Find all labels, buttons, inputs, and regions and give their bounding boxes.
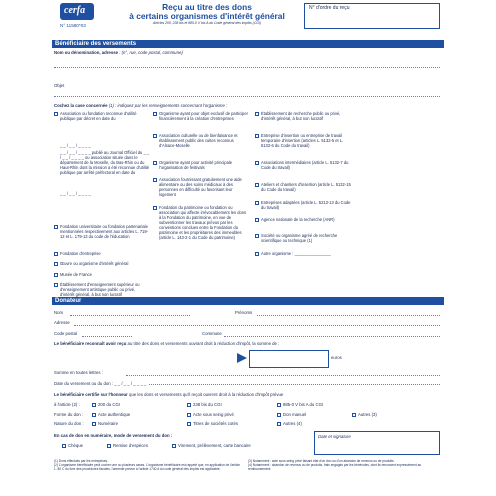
donor-name-label: Nom [54, 310, 64, 315]
amount-arrows [235, 351, 249, 365]
private-deed-label: Acte sous seing privé [193, 412, 234, 417]
col3-item-7: Société ou organisme agréé de recherche scientifique ou technique (1) [261, 233, 338, 243]
amount-in-words-line[interactable] [126, 375, 440, 376]
beneficiary-name-line[interactable] [54, 67, 440, 68]
checkbox-higher-education[interactable] [54, 283, 58, 287]
footnotes-left [54, 460, 242, 472]
checkbox-university-foundation[interactable] [54, 225, 58, 229]
checkbox-general-interest-work[interactable] [54, 262, 58, 266]
title-subline: Articles 200, 238 bis et 885-0 V bis A du Code général des impôts (CGI) [153, 21, 261, 25]
checkbox-authentic-act[interactable] [92, 413, 96, 417]
donor-name-line[interactable] [70, 315, 190, 316]
col3-item-1: Établissement de recherche public ou privé, d'intérêt général, à but non lucratif [261, 111, 341, 121]
article-200-label: 200 du CGI [98, 402, 120, 407]
cerfa-form-page [52, 0, 444, 496]
col3-item-2: Entreprise d'insertion ou entreprise de travail temporaire d'insertion (articles L. 5132-5 et L. 5132-6 du Code du travail) [261, 133, 344, 148]
footnote-2: (2) L'organisme bénéficiaire peut cocher une ou plusieurs cases. L'organisme bénéficiaire est rappelé que, en application de l'article L. 80 C du livre des procédures fiscales, l'amende prévue à l'article 1740 A du code général des impôts est applicable. [54, 462, 240, 471]
title-line-1: Reçu au titre des dons [162, 2, 252, 12]
col1-item-3: Fondation universitaire ou fondation partenariale mentionnées respectivement aux articles L. 719-12 et L. 179-13 du code de l'éducation [60, 224, 149, 239]
checkbox-other-nature[interactable] [277, 422, 281, 426]
checkbox-anr[interactable] [255, 218, 259, 222]
cheque-label: Chèque [68, 443, 84, 448]
col3-item-6: Agence nationale de la recherche (ANR) [261, 217, 335, 222]
checkbox-assoc-ruf[interactable] [54, 112, 58, 116]
checkbox-transfer[interactable] [172, 444, 176, 448]
article-238bis-label: 238 bis du CGI [193, 402, 222, 407]
object-line[interactable] [54, 96, 440, 97]
col2-item-2: Association culturelle ou de bienfaisance et établissement public des cultes reconnus d'Alsace-Moselle [159, 133, 238, 148]
checkbox-other-organisation[interactable] [255, 252, 259, 256]
col3-item-5: Entreprises adaptées (article L. 5213-13 du Code du travail) [261, 200, 351, 210]
arrow-icon [235, 351, 249, 365]
amount-currency: euros [331, 355, 342, 360]
beneficiary-name-label: Nom ou dénomination, adresse : (n°, rue, code postal, commune) [54, 50, 183, 55]
donor-firstname-line[interactable] [257, 315, 440, 316]
checkbox-adapted-companies[interactable] [255, 201, 259, 205]
object-label: Objet [54, 83, 65, 88]
receipt-number-box[interactable] [304, 3, 440, 29]
checkbox-business-foundation[interactable] [54, 252, 58, 256]
transfer-label: Virement, prélèvement, carte bancaire [178, 443, 251, 448]
other-nature-label: Autres (4) [283, 421, 302, 426]
certification-article-label: à l'article (2) : [54, 402, 80, 407]
manual-gift-label: Don manuel [283, 412, 307, 417]
checkbox-cash-handover[interactable] [107, 444, 111, 448]
payment-date-label: Date du versement ou du don : _ _ / _ _ / _ _ _ _ [54, 381, 147, 386]
footnote-3: (3) Notamment : acte sous seing privé faisant état d'un don ou d'un abandon de revenus ou de produits. [248, 459, 395, 463]
donor-address-label: Adresse [54, 320, 70, 325]
checkbox-intermediary-association[interactable] [255, 161, 259, 165]
cash-label: Numéraire [98, 421, 119, 426]
cerfa-logo [60, 3, 94, 20]
checkbox-research-establishment[interactable] [255, 112, 259, 116]
check-instruction: Cochez la case concernée (1) : indiquez par les renseignements concernant l'organisme : [54, 103, 228, 108]
col3-item-3: Associations intermédiaires (article L. 5132-7 du Code du travail) [261, 160, 349, 170]
checkbox-cultural-association[interactable] [153, 134, 157, 138]
signature-label: Date et signature [318, 434, 351, 439]
col1-date-line-2: _ _ / _ _ / _ _ _ _ [60, 191, 91, 196]
section-beneficiary-header: Bénéficiaire des versements [52, 40, 444, 48]
col2-item-5: Fondation du patrimoine ou fondation ou association qui affecte irrévocablement les dons à la Fondation du patrimoine, en vue de subventionner les travaux prévus par les conventions conclues entre la Fondation du patrimoine et les propriétaires des immeubles (article L. 143-2-1 du Code du patrimoine) [159, 205, 247, 240]
signature-box[interactable] [314, 431, 440, 455]
article-885-label: 885-0 V bis A du CGI [283, 402, 324, 407]
receipt-number-label: N° d'ordre du reçu [309, 5, 350, 11]
checkbox-heritage-foundation[interactable] [153, 206, 157, 210]
listed-securities-label: Titres de sociétés cotés [193, 421, 238, 426]
col3-item-8: Autre organisme : ________________ [261, 251, 331, 256]
payment-mode-label: En cas de don en numéraire, mode de versement du don : [54, 433, 173, 438]
col1-item-5: Œuvre ou organisme d'intérêt général [60, 261, 129, 266]
checkbox-other-form[interactable] [352, 413, 356, 417]
footnotes-right [248, 460, 440, 472]
donor-city-label: Commune [202, 331, 222, 336]
checkbox-article-885[interactable] [277, 403, 281, 407]
col1-date-line: _ _ / _ _ / _ _ _ _ [60, 143, 91, 148]
checkbox-insertion-company[interactable] [255, 134, 259, 138]
authentic-act-label: Acte authentique [98, 412, 131, 417]
checkbox-article-200[interactable] [92, 403, 96, 407]
col1-item-6: Musée de France [60, 272, 92, 277]
checkbox-private-deed[interactable] [187, 413, 191, 417]
checkbox-musee-france[interactable] [54, 273, 58, 277]
checkbox-research-society[interactable] [255, 234, 259, 238]
footnote-4: (4) Notamment : abandon de revenus ou de produits, frais engagés par les bénévoles, dont ils renoncent expressément au remboursement. [248, 462, 422, 471]
donor-postcode-label: Code postal [54, 331, 77, 336]
checkbox-cheque[interactable] [62, 444, 66, 448]
title-line-2: à certains organismes d'intérêt général [129, 11, 285, 21]
col1-item-2: _ _ / _ _ / _ _ _ _ publié au Journal Officiel du _ _ / _ _ / _ _ _ _ ou association située dans le département de la Moselle, du Bas-Rhin ou du Haut-Rhin dont la mission a été reconnue d'utilité publique par arrêté préfectoral en date du [60, 150, 150, 175]
donor-acknowledgement: Le bénéficiaire reconnaît avoir reçu au titre des dons et versements ouvrant droit à réduction d'impôt, la somme de : [54, 341, 280, 346]
cash-handover-label: Remise d'espèces [113, 443, 148, 448]
col1-item-4: Fondation d'entreprise [60, 251, 101, 256]
col1-item-7: Établissement d'enseignement supérieur ou d'enseignement artistique public ou privé, d'intérêt général, à but non lucratif [60, 282, 140, 297]
amount-in-words-label: Somme en toutes lettres : [54, 370, 103, 375]
checkbox-rescue-organisation[interactable] [153, 112, 157, 116]
col2-item-3: Organisme ayant pour activité principale l'organisation de festivals [159, 160, 233, 170]
gift-form-label: Forme du don : [54, 412, 84, 417]
donor-city-line[interactable] [224, 336, 440, 337]
checkbox-insertion-workshops[interactable] [255, 183, 259, 187]
checkbox-festival-organisation[interactable] [153, 161, 157, 165]
form-number: N° 11580*03 [60, 23, 86, 28]
footnote-1: (1) Dons effectués par les entreprises. [54, 459, 108, 463]
col3-item-4: Ateliers et chantiers d'insertion (article L. 5132-15 du Code du travail) [261, 182, 351, 192]
donor-postcode-line[interactable] [82, 336, 132, 337]
donor-address-line[interactable] [74, 325, 440, 326]
checkbox-listed-securities[interactable] [187, 422, 191, 426]
col2-item-1: Organisme ayant pour objet exclusif de participer financièrement à la création d'entreprises [159, 111, 248, 121]
section-donor-header: Donateur [52, 297, 444, 305]
cerfa-logo-text: cerfa [64, 5, 86, 16]
amount-input[interactable] [249, 350, 329, 368]
donor-firstname-label: Prénoms [235, 310, 253, 315]
form-title [122, 3, 292, 25]
certification-text: Le bénéficiaire certifie sur l'honneur que les dons et versements qu'il reçoit ouvrent droit à la réduction d'impôt prévue [54, 392, 284, 397]
checkbox-article-238bis[interactable] [187, 403, 191, 407]
checkbox-cash[interactable] [92, 422, 96, 426]
gift-nature-label: Nature du don : [54, 421, 84, 426]
col1-item-1: Association ou fondation reconnue d'utilité publique par décret en date du [60, 111, 137, 121]
checkbox-manual-gift[interactable] [277, 413, 281, 417]
checkbox-free-aid-association[interactable] [153, 178, 157, 182]
other-form-label: Autres (3) [358, 412, 377, 417]
col2-item-4: Association fournissant gratuitement une aide alimentaire ou des soins médicaux à des personnes en difficulté ou favorisant leur logement [159, 177, 242, 197]
